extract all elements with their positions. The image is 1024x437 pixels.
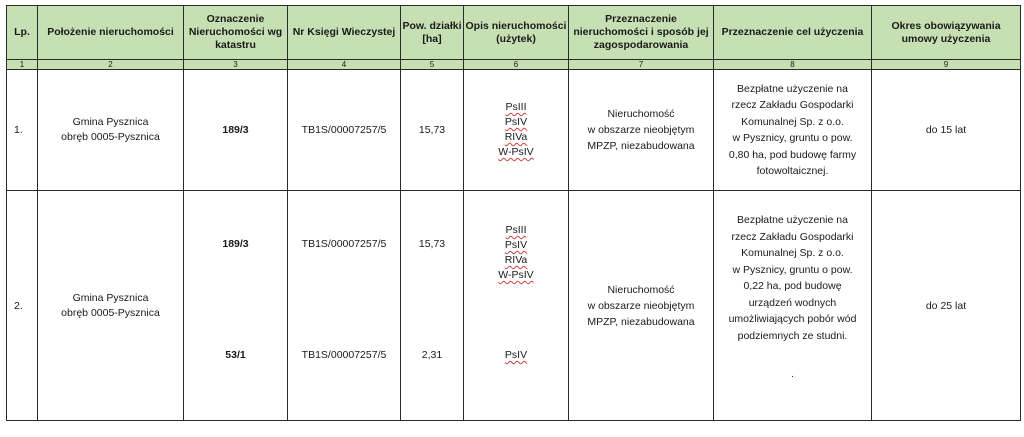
use-code: PsIII [505,224,527,236]
column-number: 2 [38,60,184,70]
table-row [7,70,1021,191]
lending-line: podziemnych ze studni. [737,329,848,342]
use-code: PsIV [504,116,528,128]
table-row [7,191,1021,421]
header-land-register: Nr Księgi Wieczystej [288,6,401,60]
row-area: 15,73 [401,70,464,191]
row-lending [714,191,872,421]
row-lending [714,70,872,191]
row-land-register: TB1S/00007257/5 [288,70,401,191]
uses-a [464,223,568,283]
header-cadastre: Oznaczenie Nieruchomości wg katastru [184,6,288,60]
header-purpose: Przeznaczenie nieruchomości i sposób jej zagospodarowania [569,6,714,60]
location-line: obręb 0005-Pysznica [61,306,160,319]
column-number: 5 [401,60,464,70]
lending-line: 0,22 ha, pod budowę [743,280,842,292]
column-number: 4 [288,60,401,70]
lending-line: umożliwiających pobór wód [728,313,857,325]
column-number: 6 [464,60,569,70]
row-uses [464,191,569,421]
lending-line: rzecz Zakładu Gospodarki [731,230,854,243]
header-description: Opis nieruchomości (użytek) [464,6,569,60]
row-parcels [184,191,288,421]
lending-line: fotowoltaicznej. [756,165,829,177]
purpose-line: MPZP, niezabudowana [587,140,695,152]
use-code: RIVa [504,254,528,266]
purpose-line: Nieruchomość [607,283,675,296]
location-line: obręb 0005-Pysznica [61,131,160,143]
lending-line: Bezpłatne użyczenie na [737,82,848,95]
header-row [7,6,1021,60]
lending-line: w Pysznicy, gruntu o pow. [732,263,853,276]
header-period: Okres obowiązywania umowy użyczenia [872,6,1021,60]
lending-line: Komunalnej Sp. z o.o. [741,115,844,128]
land-register-b: TB1S/00007257/5 [301,349,387,361]
location-line: Gmina Pysznica [72,116,149,128]
trailing-dot: . [791,368,794,380]
purpose-line: w obszarze nieobjętym [587,124,695,136]
parcel-b: 53/1 [225,349,246,361]
lending-line: Komunalnej Sp. z o.o. [741,247,844,259]
column-number: 9 [872,60,1021,70]
row-lp: 1. [7,70,38,191]
row-uses [464,70,569,191]
location-line: Gmina Pysznica [72,291,149,304]
header-location: Położenie nieruchomości [38,6,184,60]
area-b: 2,31 [421,349,443,361]
row-period: do 15 lat [872,70,1021,191]
purpose-line: MPZP, niezabudowana [587,315,695,328]
lending-text [714,212,871,344]
column-number: 1 [7,60,38,70]
uses-b [464,348,568,363]
use-code: PsIV [504,239,528,251]
use-code: PsIV [504,349,528,361]
row-lp: 2. [7,191,38,421]
use-code: W-PsIV [498,146,534,158]
column-number: 3 [184,60,288,70]
row-parcel: 189/3 [184,70,288,191]
row-purpose [569,191,714,421]
purpose-line: w obszarze nieobjętym [587,299,695,312]
use-code: PsIII [505,101,527,113]
property-table [6,5,1021,421]
lending-line: Bezpłatne użyczenie na [737,214,848,226]
lending-line: w Pysznicy, gruntu o pow. [732,132,853,144]
row-land-registers [288,191,401,421]
purpose-line: Nieruchomość [607,108,675,120]
column-number: 7 [569,60,714,70]
row-location [38,70,184,191]
row-period: do 25 lat [872,191,1021,421]
header-lp: Lp. [7,6,38,60]
lending-line: urządzeń wodnych [748,296,837,309]
land-register-a: TB1S/00007257/5 [301,238,387,250]
use-code: RIVa [504,131,528,143]
parcel-a: 189/3 [222,238,249,250]
area-a: 15,73 [418,238,446,250]
row-purpose [569,70,714,191]
column-number-row [7,60,1021,70]
lending-line: 0,80 ha, pod budowę farmy [728,148,857,161]
header-area: Pow. działki [ha] [401,6,464,60]
property-table-wrapper [6,5,1021,421]
row-location [38,191,184,421]
row-areas [401,191,464,421]
header-lending-purpose: Przeznaczenie cel użyczenia [714,6,872,60]
column-number: 8 [714,60,872,70]
use-code: W-PsIV [498,269,534,281]
lending-line: rzecz Zakładu Gospodarki [731,99,854,111]
